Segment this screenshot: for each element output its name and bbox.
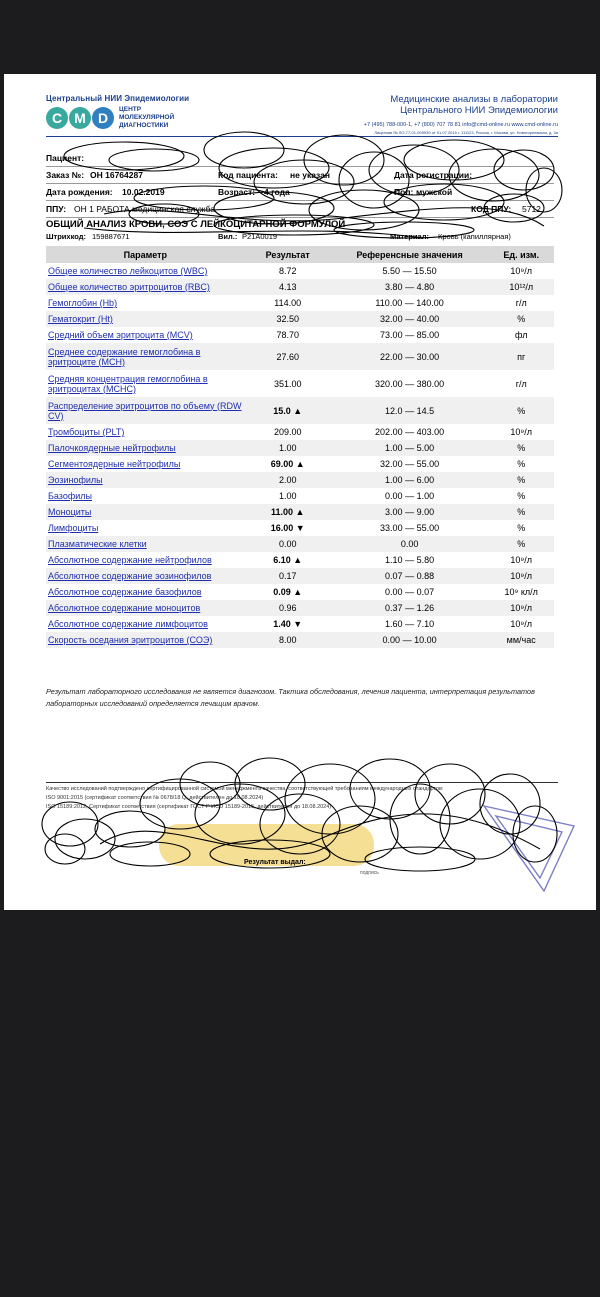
param-link-esr[interactable]: Скорость оседания эритроцитов (СОЭ) [46, 632, 245, 648]
param-link-abs-neutrophils[interactable]: Абсолютное содержание нейтрофилов [48, 555, 212, 565]
table-row [46, 456, 554, 472]
param-link-abs-basophils[interactable]: Абсолютное содержание базофилов [48, 587, 202, 597]
ppu-code-label: КОД ППУ: [471, 204, 512, 214]
param-link-rbc[interactable]: Общее количество эритроцитов (RBC) [46, 279, 245, 295]
results-header-row [46, 246, 554, 263]
reference-range: 33.00 — 55.00 [380, 523, 440, 533]
header-result: Результат [245, 246, 331, 263]
unit: % [488, 472, 554, 488]
dob-label: Дата рождения: [46, 187, 113, 197]
param-link-band-neutrophils[interactable]: Палочкоядерные нейтрофилы [46, 440, 245, 456]
unit: % [517, 523, 526, 533]
logo-letter-c: C [46, 107, 68, 129]
param-link-mch[interactable]: Среднее содержание гемоглобина в эритроците (MCH) [46, 343, 245, 370]
table-row [46, 520, 554, 536]
result-value-flag-low: 1.40 ▼ [273, 619, 303, 629]
reference-range: 1.00 — 6.00 [331, 472, 489, 488]
table-row [46, 568, 554, 584]
lab-report-sheet [4, 74, 596, 910]
table-row [46, 397, 554, 424]
logo-text: ЦЕНТР МОЛЕКУЛЯРНОЙ ДИАГНОСТИКИ [119, 106, 175, 129]
param-link-hb[interactable]: Гемоглобин (Hb) [48, 298, 118, 308]
result-value: 209.00 [273, 427, 302, 437]
result-value: 1.00 [278, 491, 297, 501]
result-value: 351.00 [273, 378, 302, 389]
param-link-abs-eosinophils[interactable]: Абсолютное содержание эозинофилов [46, 568, 245, 584]
order-label: Заказ №: [46, 170, 85, 180]
param-link-eosinophils[interactable]: Эозинофилы [46, 472, 245, 488]
result-value: 8.00 [245, 632, 331, 648]
unit: % [488, 397, 554, 424]
reference-range: 0.00 — 1.00 [385, 491, 435, 501]
reference-range: 3.00 — 9.00 [331, 504, 489, 520]
table-row [46, 343, 554, 370]
patient-label: Пациент: [46, 153, 85, 163]
reference-range: 320.00 — 380.00 [375, 378, 445, 389]
unit: г/л [515, 298, 527, 308]
table-row [46, 600, 554, 616]
param-link-rdw[interactable]: Распределение эритроцитов по объему (RDW CV) [46, 397, 245, 424]
table-row [46, 552, 554, 568]
age-label: Возраст: [218, 187, 256, 197]
vial-value: P21A0019 [242, 232, 278, 241]
unit: % [488, 536, 554, 552]
quality-line-2: ISO 9001:2015 (сертификат соответствия № 0678/18 Q, действителен до 18.08.2024) [46, 795, 264, 801]
reference-range: 32.00 — 55.00 [380, 459, 440, 469]
dob-value: 10.02.2019 [122, 187, 165, 197]
unit: 10⁹/л [488, 568, 554, 584]
vial-label: Вил.: [218, 232, 238, 241]
result-value-flag-high: 69.00 ▲ [270, 459, 305, 469]
reference-range: 0.00 — 0.07 [385, 587, 435, 597]
reference-range: 22.00 — 30.00 [331, 343, 489, 370]
unit: 10⁹/л [510, 266, 533, 276]
result-value: 4.13 [245, 279, 331, 295]
age-value: 4 года [264, 187, 290, 197]
header-title-line1: Медицинские анализы в лаборатории [390, 94, 558, 105]
param-link-lymphocytes[interactable]: Лимфоциты [48, 523, 99, 533]
result-value: 2.00 [245, 472, 331, 488]
reference-range: 3.80 — 4.80 [331, 279, 489, 295]
param-link-plt[interactable]: Тромбоциты (PLT) [48, 427, 125, 437]
param-link-basophils[interactable]: Базофилы [48, 491, 92, 501]
result-value: 27.60 [245, 343, 331, 370]
unit: 10⁹/л [488, 600, 554, 616]
reference-range: 12.0 — 14.5 [331, 397, 489, 424]
unit: 10⁹ кл/л [504, 587, 538, 597]
unit: % [517, 491, 526, 501]
order-value: ОН 16764287 [90, 170, 143, 180]
unit: мм/час [488, 632, 554, 648]
specimen-row [46, 231, 554, 243]
header-right [364, 94, 558, 135]
reference-range: 0.00 [331, 536, 489, 552]
table-row [46, 295, 554, 311]
result-value: 0.17 [245, 568, 331, 584]
table-row [46, 488, 554, 504]
unit: 10⁹/л [510, 427, 533, 437]
material-label: Материал: [390, 232, 429, 241]
header-divider [46, 136, 558, 137]
cmd-logo [46, 106, 189, 130]
quality-line-1: Качество исследований подтверждено сертифицированной системой менеджмента качества, соответствующей требованиям международных стандартов: [46, 786, 444, 792]
barcode-value: 159887671 [92, 232, 130, 241]
param-link-wbc[interactable]: Общее количество лейкоцитов (WBC) [48, 266, 208, 276]
result-value-flag-high: 0.09 ▲ [273, 587, 303, 597]
result-value-flag-high: 15.0 ▲ [245, 397, 331, 424]
param-link-abs-monocytes[interactable]: Абсолютное содержание моноцитов [46, 600, 245, 616]
param-link-ht[interactable]: Гематокрит (Ht) [46, 311, 245, 327]
table-row [46, 504, 554, 520]
reference-range: 0.07 — 0.88 [331, 568, 489, 584]
unit: % [517, 459, 526, 469]
unit: 10¹²/л [488, 279, 554, 295]
sex-label: Пол: [394, 187, 414, 197]
unit: 10⁹/л [510, 555, 533, 565]
result-value: 78.70 [276, 330, 299, 340]
param-link-seg-neutrophils[interactable]: Сегментоядерные нейтрофилы [48, 459, 181, 469]
reference-range: 0.37 — 1.26 [331, 600, 489, 616]
order-row [46, 167, 554, 184]
patient-code-value: не указан [290, 170, 331, 180]
footer-divider [46, 782, 558, 783]
table-row [46, 616, 554, 632]
logo-letter-m: M [69, 107, 91, 129]
table-row [46, 440, 554, 456]
reference-range: 5.50 — 15.50 [382, 266, 437, 276]
param-link-mcv[interactable]: Средний объем эритроцита (MCV) [48, 330, 193, 340]
header-title-line2: Центрального НИИ Эпидемиологии [400, 105, 558, 116]
param-link-abs-lymphocytes[interactable]: Абсолютное содержание лимфоцитов [48, 619, 208, 629]
results-table [46, 246, 554, 648]
material-value: Кровь (капиллярная) [438, 232, 511, 241]
result-value: 114.00 [274, 298, 302, 308]
result-value-flag-high: 6.10 ▲ [273, 555, 303, 565]
table-row [46, 327, 554, 343]
header-unit: Ед. изм. [488, 246, 554, 263]
patient-row [46, 150, 554, 167]
registration-label: Дата регистрации: [394, 170, 473, 180]
result-value: 1.00 [245, 440, 331, 456]
results-issued-label: Результат выдал: [244, 859, 306, 866]
unit: г/л [515, 378, 527, 389]
table-row [46, 279, 554, 295]
reference-range: 1.10 — 5.80 [385, 555, 435, 565]
result-value: 0.96 [245, 600, 331, 616]
table-row [46, 311, 554, 327]
ppu-label: ППУ: [46, 204, 67, 214]
result-value: 0.00 [245, 536, 331, 552]
reference-range: 202.00 — 403.00 [375, 427, 445, 437]
org-name: Центральный НИИ Эпидемиологии [46, 94, 190, 103]
table-row [46, 536, 554, 552]
disclaimer-text: Результат лабораторного исследования не является диагнозом. Тактика обследования, лечения пациента, интерпретация результатов лабораторных исследований определяется лечащим врачом. [46, 687, 535, 708]
reference-range: 1.60 — 7.10 [385, 619, 435, 629]
unit: % [488, 440, 554, 456]
header-parameter: Параметр [46, 246, 245, 263]
unit: пг [488, 343, 554, 370]
test-title: ОБЩИЙ АНАЛИЗ КРОВИ, СОЭ С ЛЕЙКОЦИТАРНОЙ ФОРМУЛОЙ [46, 219, 346, 230]
logo-letter-d: D [92, 107, 114, 129]
reference-range: 110.00 — 140.00 [375, 298, 444, 308]
result-value-flag-high: 11.00 ▲ [245, 504, 331, 520]
patient-info [46, 150, 554, 243]
header-reference: Референсные значения [331, 246, 489, 263]
reference-range: 0.00 — 10.00 [331, 632, 489, 648]
result-value: 32.50 [245, 311, 331, 327]
reference-range: 73.00 — 85.00 [380, 330, 440, 340]
param-link-plasma-cells[interactable]: Плазматические клетки [46, 536, 245, 552]
result-value-flag-low: 16.00 ▼ [270, 523, 305, 533]
header-left [46, 94, 190, 129]
param-link-mchc[interactable]: Средняя концентрация гемоглобина в эритроцитах (MCHC) [48, 373, 208, 394]
ppu-code-value: 5712 [522, 204, 541, 214]
reference-range: 32.00 — 40.00 [331, 311, 489, 327]
quality-statement [46, 785, 556, 812]
table-row [46, 584, 554, 600]
reference-range: 1.00 — 5.00 [331, 440, 489, 456]
unit: 10⁹/л [510, 619, 533, 629]
table-row [46, 632, 554, 648]
ppu-row [46, 201, 554, 218]
quality-line-3: ISO 15189:2012, Сертификат соответствия (сертификат ГОСТ Р ИСО 15189-2015, действителен до 18.08.2024) [46, 804, 332, 810]
unit: % [488, 311, 554, 327]
param-link-monocytes[interactable]: Моноциты [46, 504, 245, 520]
dob-row [46, 184, 554, 201]
patient-code-label: Код пациента: [218, 170, 278, 180]
result-value: 8.72 [278, 266, 297, 276]
table-row [46, 472, 554, 488]
signature-caption: подпись [360, 870, 379, 876]
ppu-value: ОН 1 РАБОТА медицинская служба [74, 204, 215, 214]
header-contacts: +7 (495) 788-000-1, +7 (800) 707 78 81 info@cmd-online.ru www.cmd-online.ru [363, 122, 558, 128]
unit: % [488, 504, 554, 520]
barcode-label: Штрихкод: [46, 232, 86, 241]
table-row [46, 370, 554, 397]
unit: фл [514, 330, 528, 340]
sex-value: мужской [416, 187, 453, 197]
table-row [46, 424, 554, 440]
table-row [46, 263, 554, 279]
header-license: Лицензия № ЛО-77-01-009939 от 01.07.2015 г. 111123, Россия, г. Москва, ул. Новогиреевская, д. 3а [374, 130, 558, 135]
